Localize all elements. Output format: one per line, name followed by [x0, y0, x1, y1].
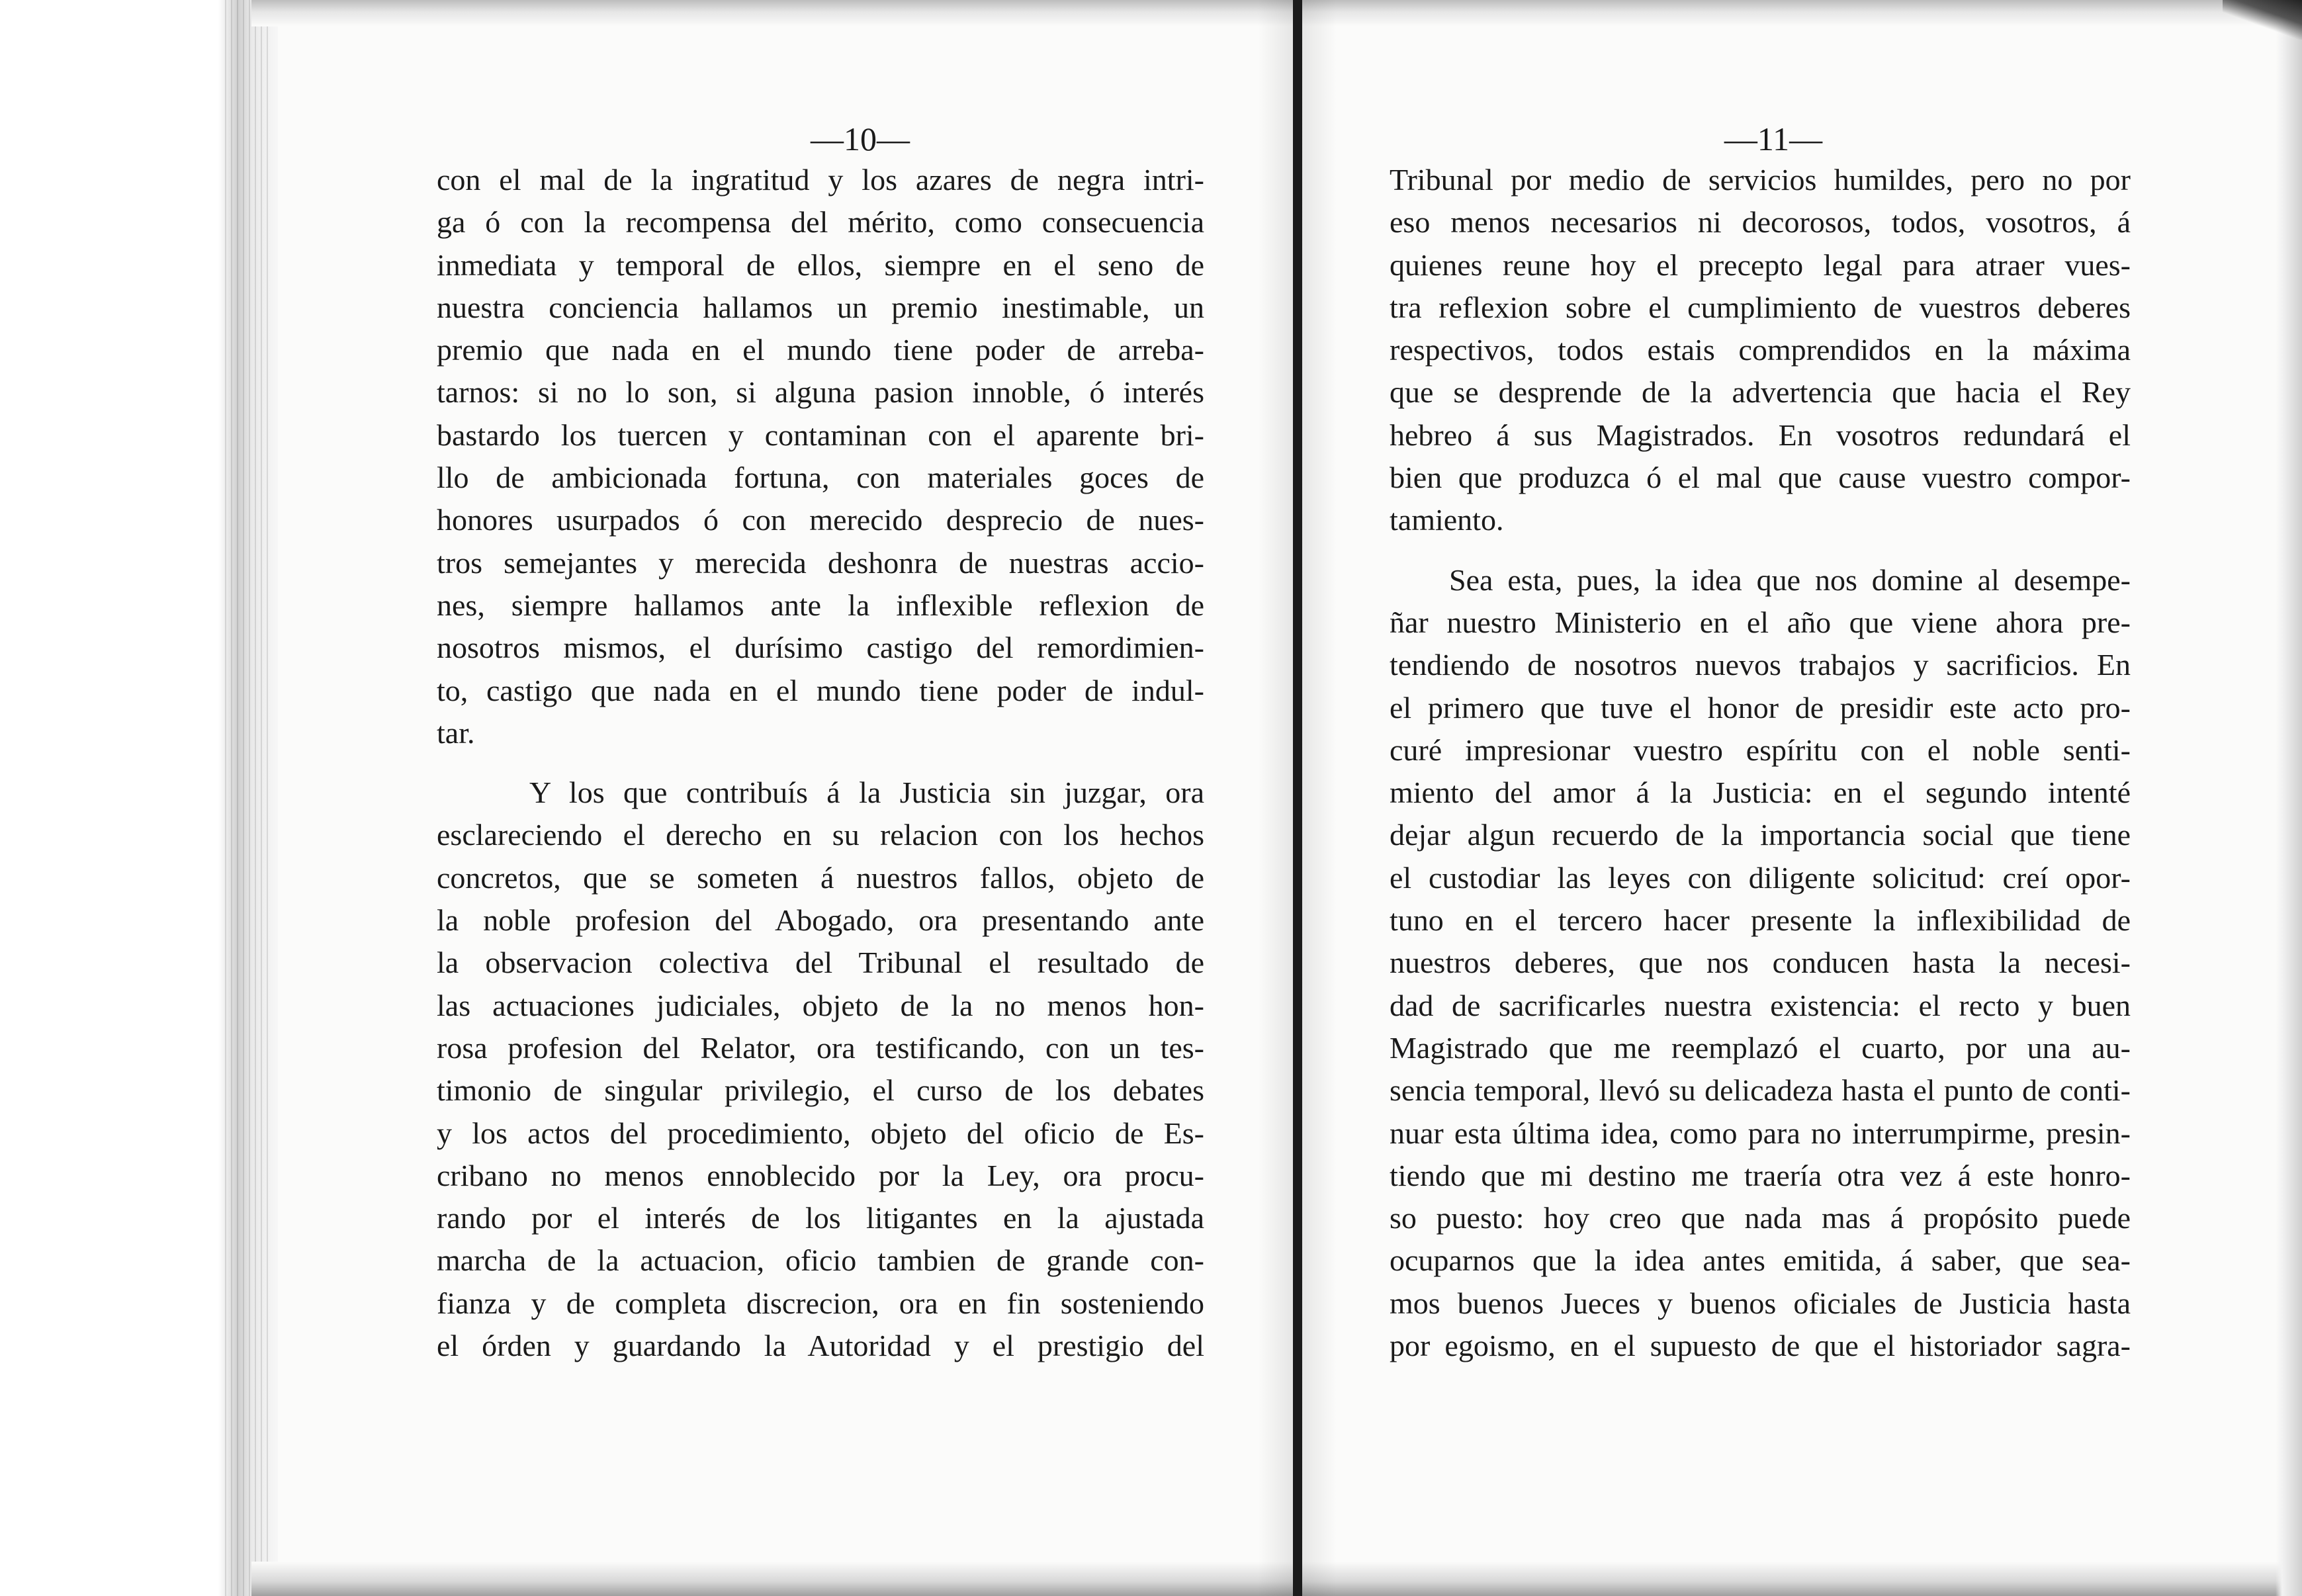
text-line: mos buenos Jueces y buenos oficiales de Justicia hasta — [1390, 1286, 2131, 1320]
text-line: honores usurpados ó con merecido desprecio de nues- — [437, 503, 1204, 537]
text-line: timonio de singular privilegio, el curso de los debates — [437, 1073, 1204, 1108]
text-line: el custodiar las leyes con diligente solicitud: creí opor- — [1390, 860, 2131, 895]
text-line: tar. — [437, 715, 475, 750]
text-line: tiendo que mi destino me traería otra vez á este honro- — [1390, 1158, 2131, 1192]
left-page — [437, 119, 1204, 1367]
text-line: so puesto: hoy creo que nada mas á propósito puede — [1390, 1201, 2131, 1235]
text-line: tra reflexion sobre el cumplimiento de vuestros deberes — [1390, 290, 2131, 324]
text-line: Magistrado que me reemplazó el cuarto, por una au- — [1390, 1030, 2131, 1065]
text-line: tendiendo de nosotros nuevos trabajos y sacrificios. En — [1390, 648, 2131, 682]
text-line: con el mal de la ingratitud y los azares de negra intri- — [437, 163, 1204, 197]
text-line: rosa profesion del Relator, ora testificando, con un tes- — [437, 1030, 1204, 1065]
text-line: tamiento. — [1390, 503, 1504, 537]
text-line: concretos, que se someten á nuestros fallos, objeto de — [437, 860, 1204, 895]
text-line: bien que produzca ó el mal que cause vuestro compor- — [1390, 461, 2131, 495]
text-line: ocuparnos que la idea antes emitida, á saber, que sea- — [1390, 1243, 2131, 1278]
text-line: esclareciendo el derecho en su relacion con los hechos — [437, 818, 1204, 852]
text-line: tuno en el tercero hacer presente la inflexibilidad de — [1390, 903, 2131, 938]
text-line: ga ó con la recompensa del mérito, como consecuencia — [437, 205, 1204, 240]
left-paragraph-1 — [437, 159, 1204, 754]
scan-edge-right — [2276, 0, 2302, 1596]
text-line: nes, siempre hallamos ante la inflexible reflexion de — [437, 588, 1204, 622]
text-line: bastardo los tuercen y contaminan con el aparente bri- — [437, 418, 1204, 452]
text-line: Sea esta, pues, la idea que nos domine al desempe- — [1449, 562, 2131, 597]
text-line: nuestros deberes, que nos conducen hasta la necesi- — [1390, 946, 2131, 980]
page-number: —11— — [1724, 120, 1823, 157]
text-line: dad de sacrificarles nuestra existencia: el recto y buen — [1390, 988, 2131, 1022]
text-line: nosotros mismos, el durísimo castigo del remordimien- — [437, 631, 1204, 665]
text-line: por egoismo, en el supuesto de que el historiador sagra- — [1390, 1329, 2131, 1363]
text-line: Tribunal por medio de servicios humildes, pero no por — [1390, 163, 2131, 197]
text-line: hebreo á sus Magistrados. En vosotros redundará el — [1390, 418, 2131, 452]
text-line: sencia temporal, llevó su delicadeza hasta el punto de conti- — [1390, 1073, 2131, 1108]
text-line: Y los que contribuís á la Justicia sin juzgar, ora — [529, 776, 1204, 810]
text-line: to, castigo que nada en el mundo tiene poder de indul- — [437, 673, 1204, 707]
text-line: cribano no menos ennoblecido por la Ley, ora procu- — [437, 1158, 1204, 1192]
book-gutter — [1293, 0, 1302, 1596]
text-line: curé impresionar vuestro espíritu con el noble senti- — [1390, 732, 2131, 767]
text-line: premio que nada en el mundo tiene poder de arreba- — [437, 333, 1204, 367]
text-line: llo de ambicionada fortuna, con materiales goces de — [437, 461, 1204, 495]
text-line: dejar algun recuerdo de la importancia social que tiene — [1390, 818, 2131, 852]
text-line: marcha de la actuacion, oficio tambien de grande con- — [437, 1243, 1204, 1278]
text-line: la noble profesion del Abogado, ora presentando ante — [437, 903, 1204, 938]
text-line: quienes reune hoy el precepto legal para atraer vues- — [1390, 247, 2131, 282]
page-number: —10— — [811, 120, 910, 157]
right-page — [1390, 119, 2131, 1367]
text-line: nuestra conciencia hallamos un premio inestimable, un — [437, 290, 1204, 324]
text-line: tarnos: si no lo son, si alguna pasion innoble, ó interés — [437, 375, 1204, 410]
text-line: respectivos, todos estais comprendidos en la máxima — [1390, 333, 2131, 367]
scan-corner-shadow — [2223, 0, 2302, 40]
text-line: el primero que tuve el honor de presidir este acto pro- — [1390, 690, 2131, 725]
page-stack-edges — [225, 0, 271, 1596]
text-line: y los actos del procedimiento, objeto del oficio de Es- — [437, 1116, 1204, 1150]
right-paragraph-2 — [1390, 559, 2131, 1368]
text-line: tros semejantes y merecida deshonra de nuestras accio- — [437, 545, 1204, 580]
left-paragraph-2 — [437, 772, 1204, 1367]
text-line: fianza y de completa discrecion, ora en fin sosteniendo — [437, 1286, 1204, 1320]
text-line: nuar esta última idea, como para no interrumpirme, presin- — [1390, 1116, 2131, 1150]
text-line: rando por el interés de los litigantes en la ajustada — [437, 1201, 1204, 1235]
text-line: ñar nuestro Ministerio en el año que viene ahora pre- — [1390, 605, 2131, 639]
text-line: las actuaciones judiciales, objeto de la no menos hon- — [437, 988, 1204, 1022]
text-line: la observacion colectiva del Tribunal el resultado de — [437, 946, 1204, 980]
text-line: que se desprende de la advertencia que hacia el Rey — [1390, 375, 2131, 410]
text-line: eso menos necesarios ni decorosos, todos, vosotros, á — [1390, 205, 2131, 240]
text-line: miento del amor á la Justicia: en el segundo intenté — [1390, 776, 2131, 810]
text-line: inmediata y temporal de ellos, siempre en el seno de — [437, 247, 1204, 282]
right-paragraph-1 — [1390, 159, 2131, 542]
text-line: el órden y guardando la Autoridad y el prestigio del — [437, 1329, 1204, 1363]
